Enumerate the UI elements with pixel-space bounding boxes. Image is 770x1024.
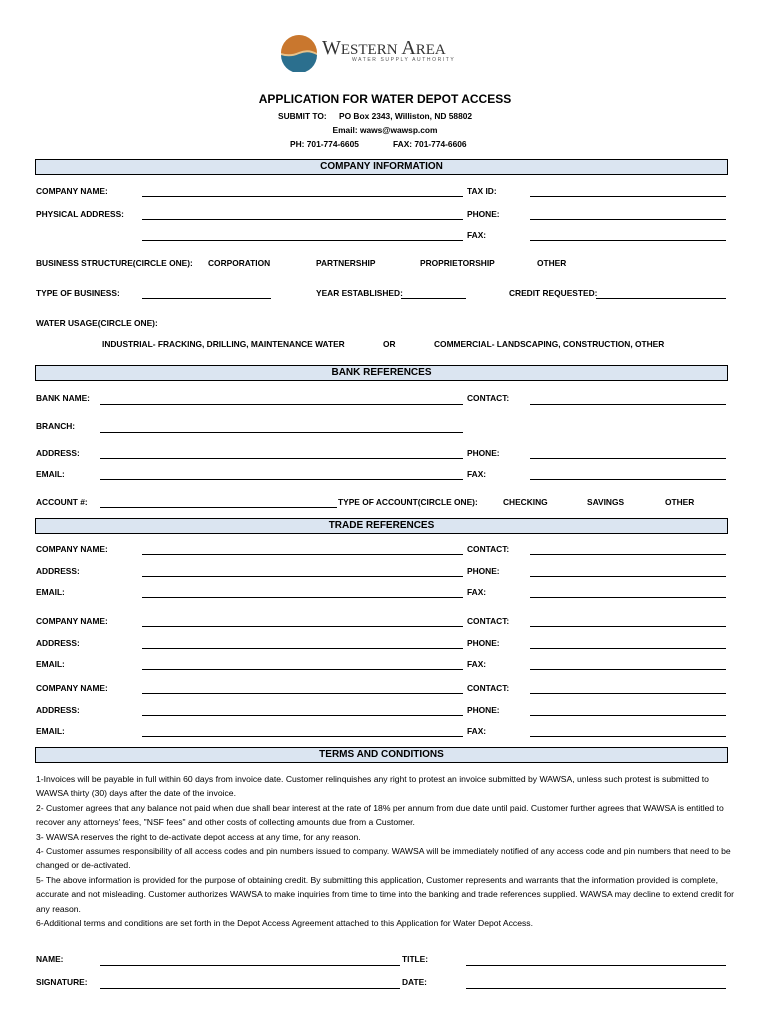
logo-emblem-icon xyxy=(280,34,318,72)
trade-fax-label: FAX: xyxy=(467,587,487,597)
trade-address-field[interactable] xyxy=(142,648,463,649)
account-number-field[interactable] xyxy=(100,507,337,508)
trade-email-field[interactable] xyxy=(142,597,463,598)
trade-address-label: ADDRESS: xyxy=(36,566,80,576)
submit-email: Email: waws@wawsp.com xyxy=(332,125,438,135)
branch-field[interactable] xyxy=(100,432,463,433)
submit-fax: FAX: 701-774-6606 xyxy=(393,139,467,149)
trade-phone-label: PHONE: xyxy=(467,638,500,648)
logo-letter-a: A xyxy=(401,37,416,59)
trade-address-label: ADDRESS: xyxy=(36,705,80,715)
company-phone-label: PHONE: xyxy=(467,209,500,219)
trade-fax-field[interactable] xyxy=(530,669,726,670)
logo-text-rea: REA xyxy=(415,42,446,58)
trade-contact-field[interactable] xyxy=(530,693,726,694)
account-option-checking[interactable]: CHECKING xyxy=(503,497,548,507)
bank-address-label: ADDRESS: xyxy=(36,448,80,458)
logo-subtitle: WATER SUPPLY AUTHORITY xyxy=(352,57,456,63)
credit-requested-label: CREDIT REQUESTED: xyxy=(509,288,598,298)
account-option-other[interactable]: OTHER xyxy=(665,497,695,507)
trade-address-label: ADDRESS: xyxy=(36,638,80,648)
terms-item-5: 5- The above information is provided for the purpose of obtaining credit. By submitting this application, Customer represents and warrants that the information provided is complete, accurate and not misleading. Customer authorizes WAWSA to make inquiries from time to time into the banking and trade references supplied. WAWSA may decline to extend credit for any reason. xyxy=(36,874,735,914)
trade-email-field[interactable] xyxy=(142,669,463,670)
company-fax-field[interactable] xyxy=(530,240,726,241)
type-of-business-label: TYPE OF BUSINESS: xyxy=(36,288,120,298)
type-of-account-label: TYPE OF ACCOUNT(CIRCLE ONE): xyxy=(338,497,478,507)
trade-fax-label: FAX: xyxy=(467,726,487,736)
water-usage-label: WATER USAGE(CIRCLE ONE): xyxy=(36,318,158,328)
bank-name-field[interactable] xyxy=(100,404,463,405)
logo-text-estern: ESTERN xyxy=(340,42,402,58)
terms-item-4: 4- Customer assumes responsibility of all access codes and pin numbers issued to company. WAWSA will be immediately notified of any access code and pin numbers that need to be changed or de-activated. xyxy=(36,846,731,871)
trade-email-label: EMAIL: xyxy=(36,659,65,669)
bank-email-label: EMAIL: xyxy=(36,469,65,479)
structure-option-proprietorship[interactable]: PROPRIETORSHIP xyxy=(420,258,495,268)
trade-email-label: EMAIL: xyxy=(36,726,65,736)
physical-address-field-2[interactable] xyxy=(142,240,463,241)
trade-company-name-label: COMPANY NAME: xyxy=(36,616,108,626)
physical-address-field[interactable] xyxy=(142,219,463,220)
bank-name-label: BANK NAME: xyxy=(36,393,90,403)
terms-list xyxy=(36,772,736,930)
logo xyxy=(280,34,480,72)
trade-address-field[interactable] xyxy=(142,715,463,716)
signoff-date-label: DATE: xyxy=(402,977,427,987)
bank-email-field[interactable] xyxy=(100,479,463,480)
trade-company-name-field[interactable] xyxy=(142,626,463,627)
bank-phone-field[interactable] xyxy=(530,458,726,459)
physical-address-label: PHYSICAL ADDRESS: xyxy=(36,209,124,219)
terms-item-2: 2- Customer agrees that any balance not paid when due shall bear interest at the rate of 18% per annum from due date until paid. Customer further agrees that WAWSA is entitled to recover any attorneys' fees, "NSF fees" and other costs of collecting amounts due from a Customer. xyxy=(36,802,724,828)
trade-phone-label: PHONE: xyxy=(467,705,500,715)
bank-fax-label: FAX: xyxy=(467,469,487,479)
bank-contact-field[interactable] xyxy=(530,404,726,405)
company-information-heading: COMPANY INFORMATION xyxy=(35,159,728,175)
trade-references-heading: TRADE REFERENCES xyxy=(35,518,728,534)
trade-contact-label: CONTACT: xyxy=(467,683,510,693)
signoff-signature-label: SIGNATURE: xyxy=(36,977,88,987)
trade-email-label: EMAIL: xyxy=(36,587,65,597)
credit-requested-field[interactable] xyxy=(596,298,726,299)
signoff-signature-field[interactable] xyxy=(100,988,400,989)
company-name-field[interactable] xyxy=(142,196,463,197)
trade-contact-field[interactable] xyxy=(530,626,726,627)
type-of-business-field[interactable] xyxy=(142,298,271,299)
signoff-name-label: NAME: xyxy=(36,954,64,964)
trade-contact-label: CONTACT: xyxy=(467,616,510,626)
bank-contact-label: CONTACT: xyxy=(467,393,510,403)
signoff-title-label: TITLE: xyxy=(402,954,429,964)
structure-option-partnership[interactable]: PARTNERSHIP xyxy=(316,258,376,268)
trade-company-name-field[interactable] xyxy=(142,554,463,555)
submit-address: PO Box 2343, Williston, ND 58802 xyxy=(339,111,473,121)
trade-contact-field[interactable] xyxy=(530,554,726,555)
bank-references-heading: BANK REFERENCES xyxy=(35,365,728,381)
trade-contact-label: CONTACT: xyxy=(467,544,510,554)
trade-phone-field[interactable] xyxy=(530,576,726,577)
signoff-name-field[interactable] xyxy=(100,965,400,966)
structure-option-other[interactable]: OTHER xyxy=(537,258,567,268)
trade-phone-label: PHONE: xyxy=(467,566,500,576)
trade-company-name-label: COMPANY NAME: xyxy=(36,544,108,554)
terms-item-3: 3- WAWSA reserves the right to de-activate depot access at any time, for any reason. xyxy=(36,831,361,842)
bank-address-field[interactable] xyxy=(100,458,463,459)
usage-option-industrial[interactable]: INDUSTRIAL- FRACKING, DRILLING, MAINTENANCE WATER xyxy=(102,339,345,349)
branch-label: BRANCH: xyxy=(36,421,76,431)
bank-fax-field[interactable] xyxy=(530,479,726,480)
usage-option-commercial[interactable]: COMMERCIAL- LANDSCAPING, CONSTRUCTION, OTHER xyxy=(434,339,665,349)
signoff-date-field[interactable] xyxy=(466,988,726,989)
company-phone-field[interactable] xyxy=(530,219,726,220)
year-established-field[interactable] xyxy=(401,298,466,299)
company-fax-label: FAX: xyxy=(467,230,487,240)
submit-phone: PH: 701-774-6605 xyxy=(290,139,359,149)
tax-id-field[interactable] xyxy=(530,196,726,197)
usage-or-text: OR xyxy=(383,339,396,349)
terms-and-conditions-heading: TERMS AND CONDITIONS xyxy=(35,747,728,763)
business-structure-label: BUSINESS STRUCTURE(CIRCLE ONE): xyxy=(36,258,193,268)
bank-phone-label: PHONE: xyxy=(467,448,500,458)
trade-fax-field[interactable] xyxy=(530,736,726,737)
trade-fax-field[interactable] xyxy=(530,597,726,598)
terms-item-6: 6-Additional terms and conditions are set forth in the Depot Access Agreement attached to this Application for Water Depot Access. xyxy=(36,918,533,929)
account-option-savings[interactable]: SAVINGS xyxy=(587,497,625,507)
trade-phone-field[interactable] xyxy=(530,648,726,649)
submit-to-label: SUBMIT TO: xyxy=(278,111,327,121)
tax-id-label: TAX ID: xyxy=(467,186,497,196)
structure-option-corporation[interactable]: CORPORATION xyxy=(208,258,271,268)
trade-phone-field[interactable] xyxy=(530,715,726,716)
company-name-label: COMPANY NAME: xyxy=(36,186,108,196)
year-established-label: YEAR ESTABLISHED: xyxy=(316,288,403,298)
trade-company-name-field[interactable] xyxy=(142,693,463,694)
terms-item-1: 1-Invoices will be payable in full within 60 days from invoice date. Customer relinquishes any right to protest an invoice submitted by WAWSA, unless such protest is submitted to WAWSA thirty (30) days after the date of the invoice. xyxy=(36,774,709,799)
trade-address-field[interactable] xyxy=(142,576,463,577)
account-number-label: ACCOUNT #: xyxy=(36,497,88,507)
trade-company-name-label: COMPANY NAME: xyxy=(36,683,108,693)
signoff-title-field[interactable] xyxy=(466,965,726,966)
trade-email-field[interactable] xyxy=(142,736,463,737)
trade-fax-label: FAX: xyxy=(467,659,487,669)
logo-letter-w: W xyxy=(322,37,341,59)
page-title: APPLICATION FOR WATER DEPOT ACCESS xyxy=(258,92,512,106)
